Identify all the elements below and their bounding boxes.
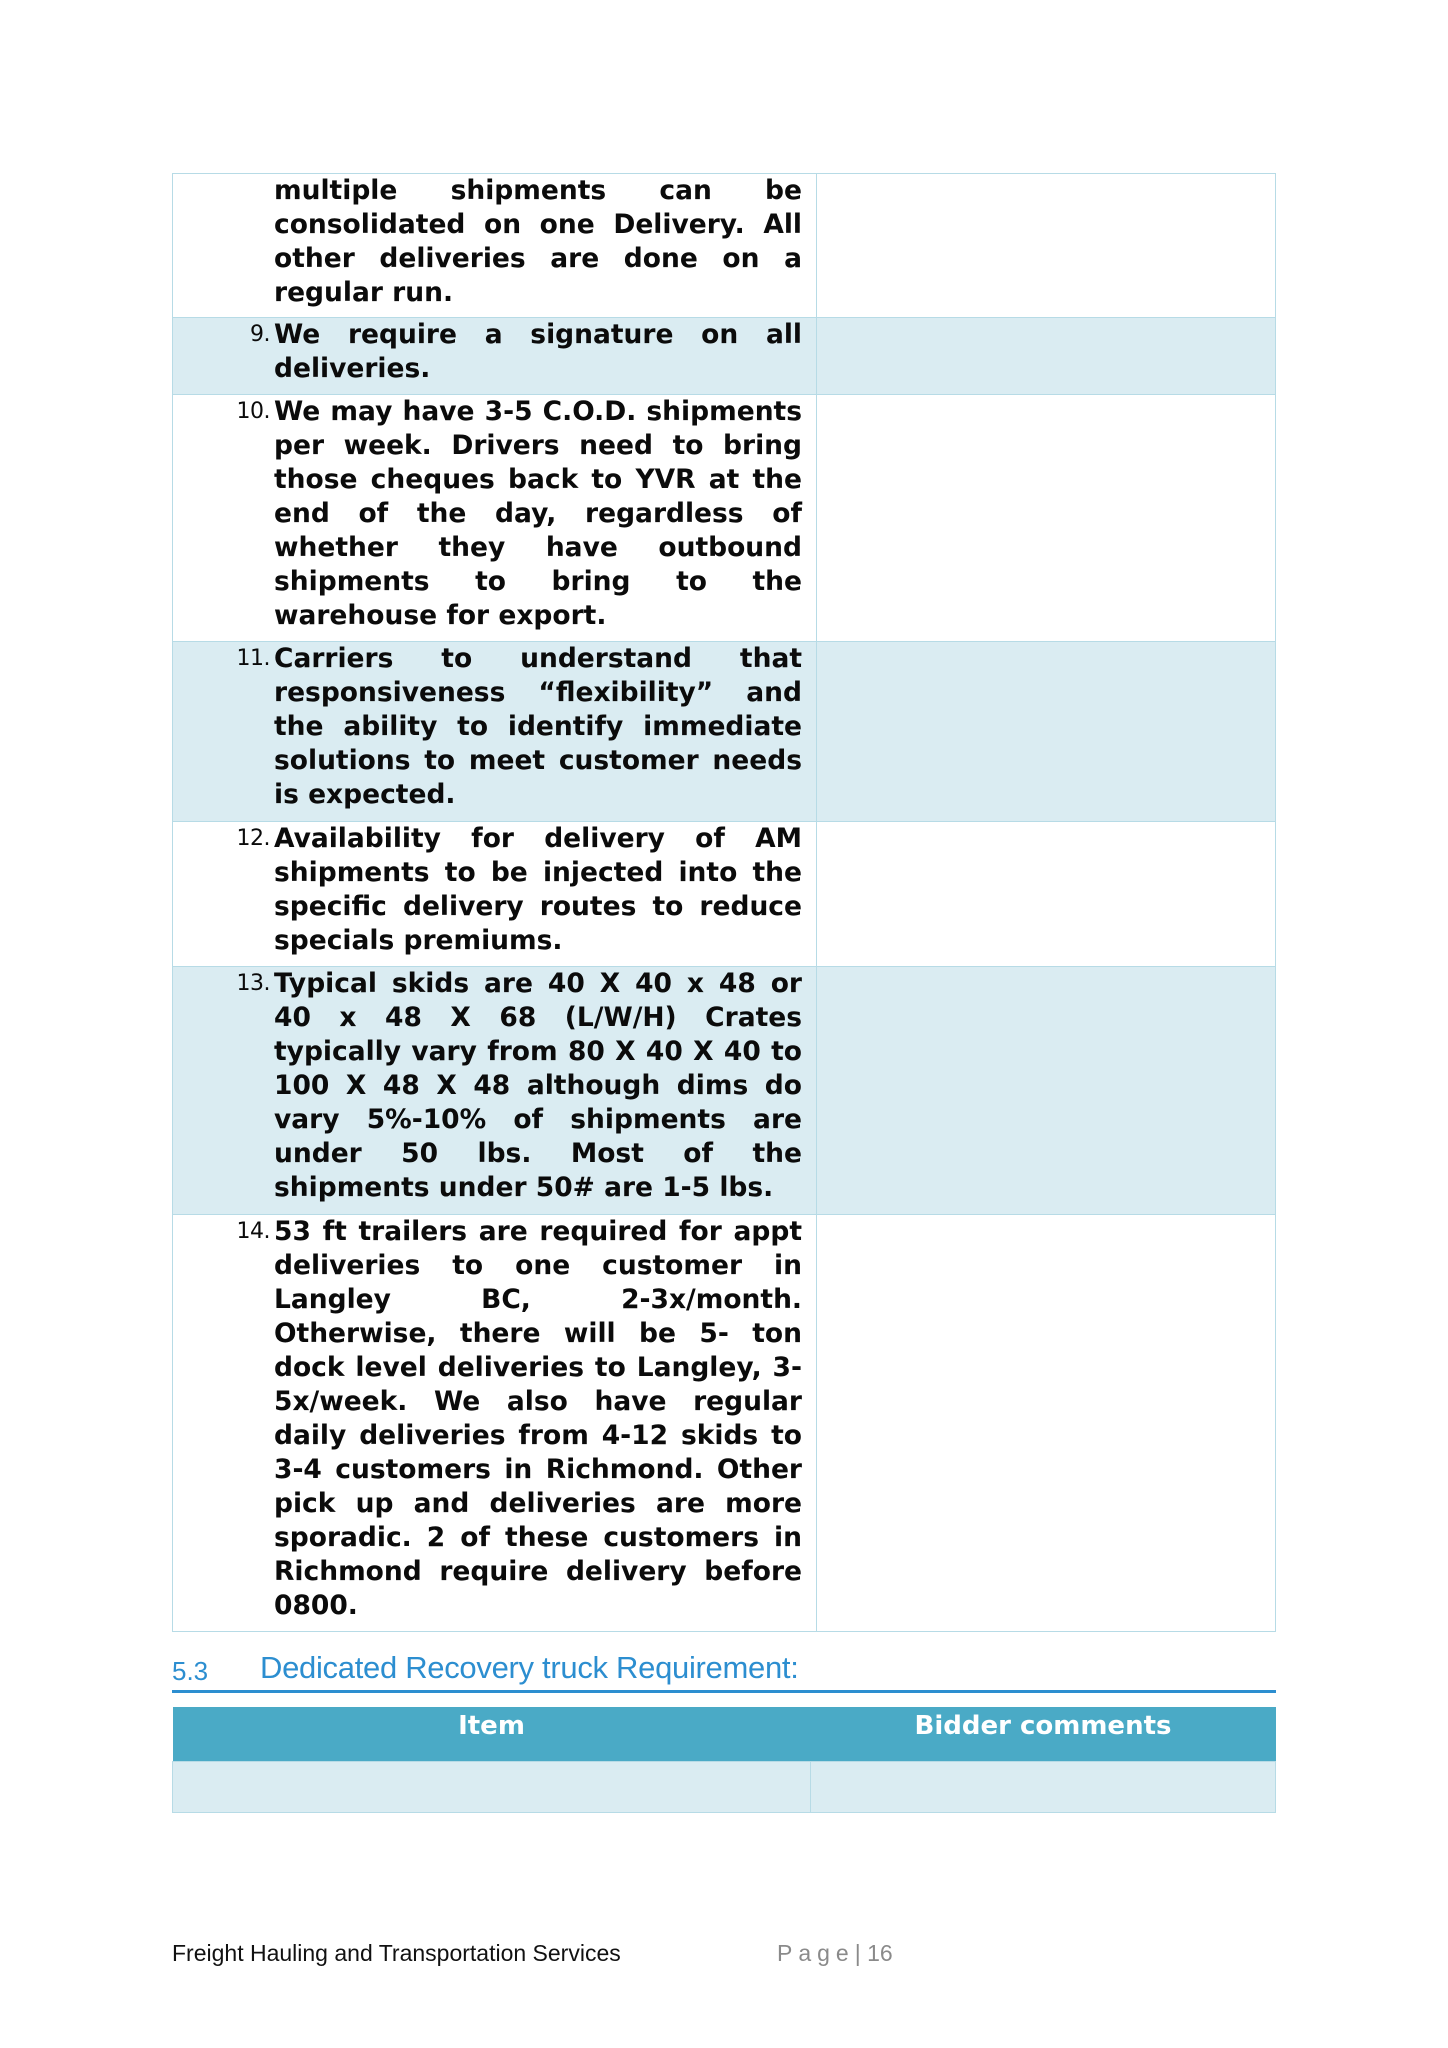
page-number-label — [777, 1940, 893, 1967]
table-row — [173, 967, 1276, 1215]
footer-title: Freight Hauling and Transportation Services — [172, 1940, 621, 1966]
item-text: We may have 3-5 C.O.D. shipments per week. Drivers need to bring those cheques back to YVR at the end of the day, regardless of whether they have outbound shipments to bring to the warehouse for export. — [274, 396, 802, 631]
item-number: 12. — [236, 826, 270, 851]
page-number: 16 — [867, 1940, 893, 1966]
table-row — [173, 1762, 1276, 1813]
section-number: 5.3 — [172, 1656, 209, 1686]
table-row — [173, 174, 1276, 318]
header-bidder-comments: Bidder comments — [811, 1707, 1276, 1762]
item-cell — [173, 174, 817, 318]
table-row — [173, 318, 1276, 395]
requirements-table — [172, 173, 1276, 1632]
item-number: 11. — [236, 646, 270, 671]
header-item: Item — [173, 1707, 811, 1762]
section-heading — [172, 1650, 1276, 1690]
item-text: Availability for delivery of AM shipments to be injected into the specific delivery routes to reduce specials premiums. — [274, 823, 802, 956]
item-cell — [173, 1215, 817, 1632]
bid-table — [172, 1707, 1276, 1813]
bidder-comment-cell[interactable] — [817, 967, 1276, 1215]
table-row — [173, 395, 1276, 642]
item-cell — [173, 822, 817, 967]
item-number: 13. — [236, 971, 270, 996]
bidder-comment-cell[interactable] — [817, 318, 1276, 395]
item-text: Typical skids are 40 X 40 x 48 or 40 x 48 X 68 (L/W/H) Crates typically vary from 80 X 40 X 40 to 100 X 48 X 48 although dims do vary 5%-10% of shipments are under 50 lbs. Most of the shipments under 50# are 1-5 lbs. — [274, 968, 802, 1203]
item-number: 14. — [236, 1219, 270, 1244]
bidder-comment-cell[interactable] — [817, 395, 1276, 642]
bidder-comment-cell[interactable] — [817, 1215, 1276, 1632]
table-row — [173, 822, 1276, 967]
bid-table-header — [173, 1707, 1276, 1762]
item-cell — [173, 318, 817, 395]
item-number: 10. — [236, 399, 270, 424]
section-divider — [172, 1690, 1276, 1693]
item-text: 53 ft trailers are required for appt deliveries to one customer in Langley BC, 2-3x/month. Otherwise, there will be 5- ton dock level deliveries to Langley, 3-5x/week. We also have regular daily deliveries from 4-12 skids to 3-4 customers in Richmond. Other pick up and deliveries are more sporadic. 2 of these customers in Richmond require delivery before 0800. — [274, 1216, 802, 1621]
page-separator: | — [854, 1940, 861, 1966]
section-title: Dedicated Recovery truck Requirement: — [260, 1650, 799, 1685]
item-number: 9. — [250, 322, 270, 347]
item-text: Carriers to understand that responsiveness “flexibility” and the ability to identify immediate solutions to meet customer needs is expected. — [274, 643, 802, 810]
table-row — [173, 1215, 1276, 1632]
table-row — [173, 642, 1276, 822]
bidder-comment-cell[interactable] — [817, 174, 1276, 318]
page-word: Page — [777, 1940, 855, 1966]
item-cell — [173, 395, 817, 642]
item-cell — [173, 642, 817, 822]
bidder-comment-cell[interactable] — [811, 1762, 1276, 1813]
item-cell[interactable] — [173, 1762, 811, 1813]
item-text: We require a signature on all deliveries. — [274, 319, 802, 384]
item-text: multiple shipments can be consolidated on one Delivery. All other deliveries are done on a regular run. — [274, 175, 802, 308]
bidder-comment-cell[interactable] — [817, 822, 1276, 967]
item-cell — [173, 967, 817, 1215]
bidder-comment-cell[interactable] — [817, 642, 1276, 822]
